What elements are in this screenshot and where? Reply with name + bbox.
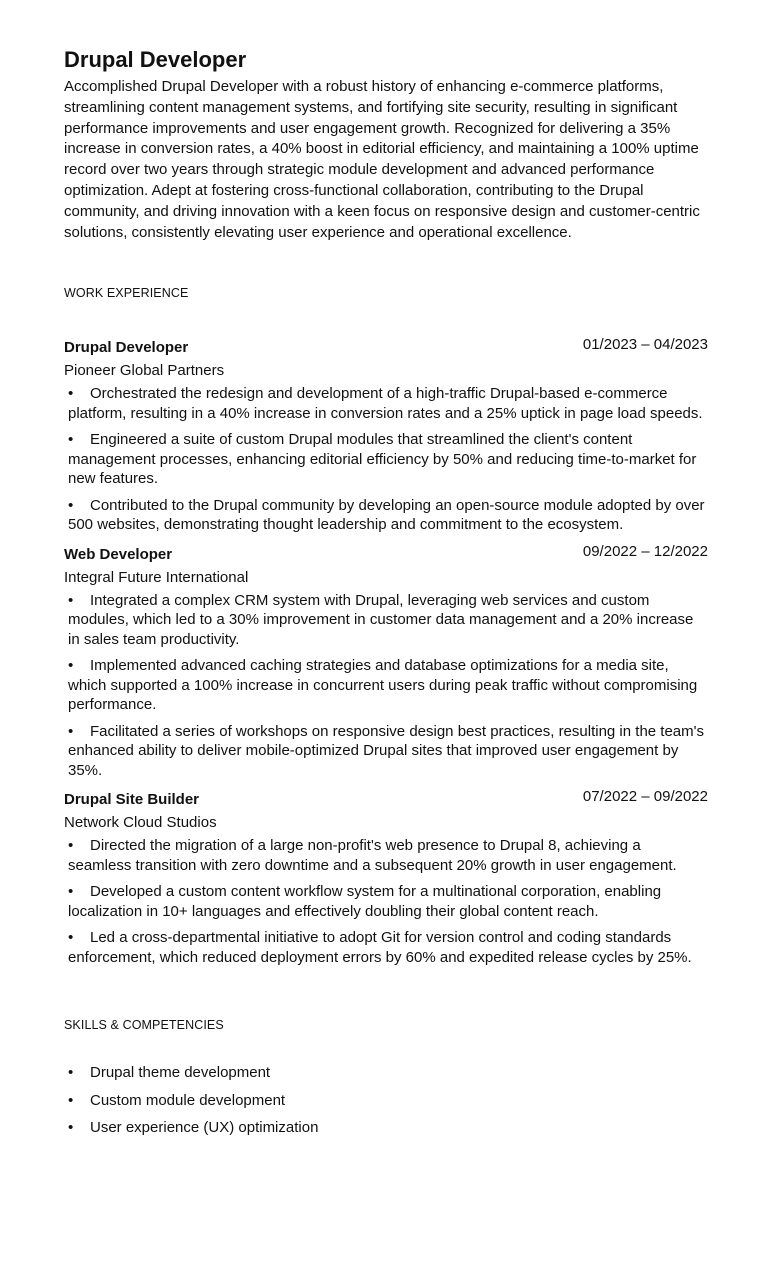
page-title: Drupal Developer bbox=[64, 47, 247, 72]
job-dates: 07/2022 – 09/2022 bbox=[582, 788, 708, 806]
list-item bbox=[68, 1063, 708, 1083]
list-item bbox=[68, 928, 708, 967]
bullet-icon: • bbox=[68, 722, 74, 740]
bullet-text: Directed the migration of a large non-profit's web presence to Drupal 8, achieving a seamless transition with zero downtime and a subsequent 20% growth in user engagement. bbox=[68, 837, 677, 874]
job-entry bbox=[64, 337, 708, 535]
job-bullets bbox=[68, 836, 708, 967]
company-name: Network Cloud Studios bbox=[64, 814, 217, 832]
bullet-text: Implemented advanced caching strategies and database optimizations for a media site, which supported a 100% increase in concurrent users during peak traffic without compromising performance. bbox=[68, 657, 698, 714]
list-item bbox=[68, 836, 708, 875]
bullet-icon: • bbox=[68, 1119, 74, 1137]
bullet-text: Developed a custom content workflow system for a multinational corporation, enabling localization in 10+ languages and effectively doubling their global content reach. bbox=[68, 883, 662, 920]
list-item bbox=[68, 496, 708, 535]
work-experience-list bbox=[64, 337, 708, 967]
job-title: Web Developer bbox=[64, 545, 173, 563]
skill-text: Drupal theme development bbox=[90, 1064, 271, 1082]
skills-heading: SKILLS & COMPETENCIES bbox=[64, 1018, 224, 1033]
bullet-icon: • bbox=[68, 385, 74, 403]
job-dates: 01/2023 – 04/2023 bbox=[582, 336, 708, 354]
list-item bbox=[68, 591, 708, 650]
list-item bbox=[68, 656, 708, 715]
bullet-text: Engineered a suite of custom Drupal modules that streamlined the client's content management processes, enhancing editorial efficiency by 50% and reducing time-to-market for new features. bbox=[68, 431, 697, 488]
list-item bbox=[68, 882, 708, 921]
job-bullets bbox=[68, 591, 708, 781]
job-title: Drupal Developer bbox=[64, 339, 189, 357]
bullet-icon: • bbox=[68, 591, 74, 609]
summary-text: Accomplished Drupal Developer with a robust history of enhancing e-commerce platforms, streamlining content management systems, and fortifying site security, resulting in significant performance improvements and user engagement growth. Recognized for delivering a 35% increase in conversion rates, a 40% boost in editorial efficiency, and maintaining a 100% uptime record over two years through strategic module development and advanced performance optimization. Adept at fostering cross-functional collaboration, contributing to the Drupal community, and driving innovation with a keen focus on responsive design and customer-centric solutions, consistently elevating user experience and operational excellence. bbox=[64, 78, 700, 241]
job-header bbox=[64, 544, 708, 566]
bullet-icon: • bbox=[68, 837, 74, 855]
skills-list bbox=[68, 1063, 708, 1138]
list-item bbox=[68, 430, 708, 489]
list-item bbox=[68, 384, 708, 423]
bullet-icon: • bbox=[68, 1064, 74, 1082]
job-entry bbox=[64, 544, 708, 781]
bullet-text: Integrated a complex CRM system with Drupal, leveraging web services and custom modules, which led to a 30% improvement in customer data management and a 20% increase in sales team productivity. bbox=[68, 591, 694, 648]
bullet-icon: • bbox=[68, 431, 74, 449]
bullet-icon: • bbox=[68, 496, 74, 514]
job-bullets bbox=[68, 384, 708, 535]
bullet-text: Orchestrated the redesign and development of a high-traffic Drupal-based e-commerce platform, resulting in a 40% increase in conversion rates and a 25% uptick in page load speeds. bbox=[68, 385, 703, 422]
bullet-icon: • bbox=[68, 1091, 74, 1109]
company-name: Integral Future International bbox=[64, 568, 249, 586]
job-header bbox=[64, 337, 708, 359]
bullet-text: Led a cross-departmental initiative to adopt Git for version control and coding standards enforcement, which reduced deployment errors by 60% and expedited release cycles by 25%. bbox=[68, 929, 692, 966]
work-experience-heading: WORK EXPERIENCE bbox=[64, 286, 189, 301]
bullet-text: Contributed to the Drupal community by developing an open-source module adopted by over 500 websites, demonstrating thought leadership and commitment to the ecosystem. bbox=[68, 496, 705, 534]
skill-text: Custom module development bbox=[90, 1091, 286, 1109]
job-dates: 09/2022 – 12/2022 bbox=[582, 542, 708, 560]
bullet-text: Facilitated a series of workshops on responsive design best practices, resulting in the team's enhanced ability to deliver mobile-optimized Drupal sites that improved user engagement by 35%. bbox=[68, 722, 705, 779]
job-title: Drupal Site Builder bbox=[64, 791, 200, 809]
company-name: Pioneer Global Partners bbox=[64, 362, 225, 380]
list-item bbox=[68, 1091, 708, 1111]
bullet-icon: • bbox=[68, 929, 74, 947]
list-item bbox=[68, 1118, 708, 1138]
bullet-icon: • bbox=[68, 657, 74, 675]
bullet-icon: • bbox=[68, 883, 74, 901]
job-header bbox=[64, 789, 708, 811]
skill-text: User experience (UX) optimization bbox=[90, 1119, 319, 1137]
job-entry bbox=[64, 789, 708, 967]
list-item bbox=[68, 722, 708, 781]
resume-content bbox=[64, 46, 708, 1146]
